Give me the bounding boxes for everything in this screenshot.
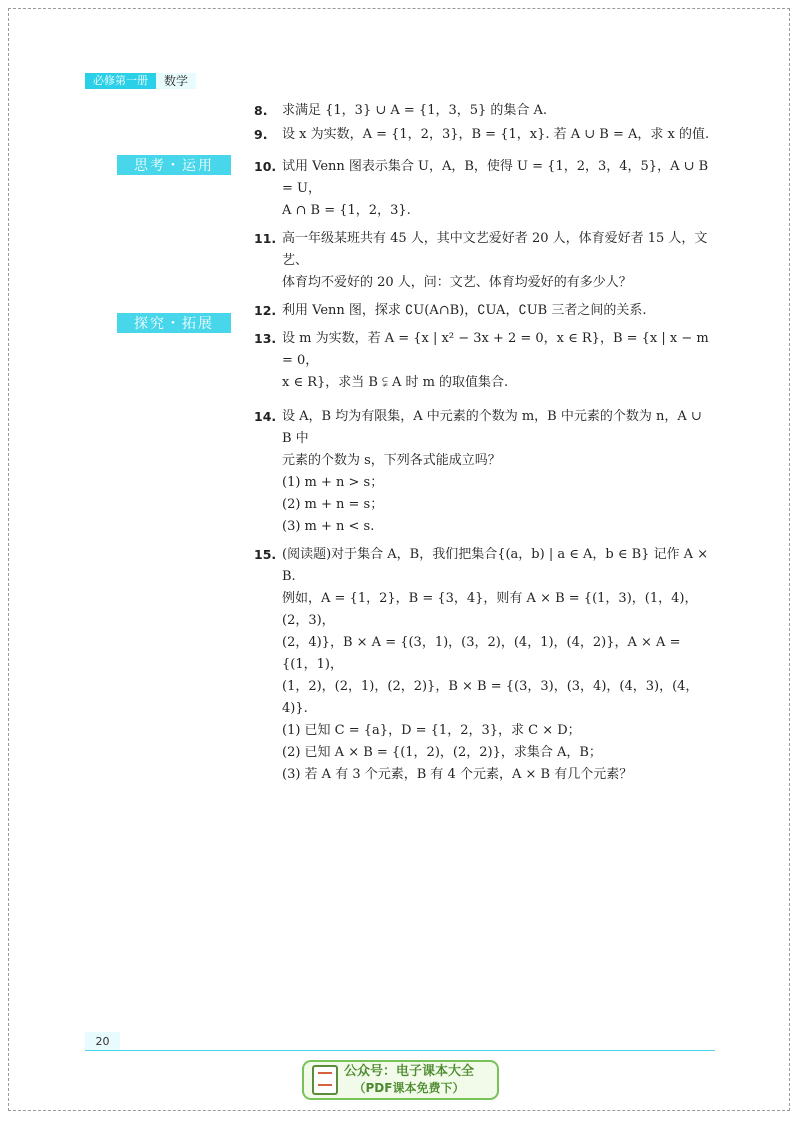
sub-question: (1) 已知 C = {a}，D = {1，2，3}，求 C × D； <box>282 723 581 738</box>
sub-question: (2) m + n = s； <box>282 497 384 512</box>
question-text: 利用 Venn 图，探求 ∁U(A∩B)，∁UA，∁UB 三者之间的关系. <box>282 303 647 318</box>
question-text: 试用 Venn 图表示集合 U，A，B，使得 U = {1，2，3，4，5}，A ∪ B = U， <box>282 159 709 196</box>
section-explore-extend: 探究・拓展 <box>117 313 231 333</box>
page-header <box>85 73 196 89</box>
question-9 <box>254 124 714 146</box>
footer-divider <box>85 1050 715 1051</box>
question-number: 9. <box>254 127 268 142</box>
sub-question: (2) 已知 A × B = {(1，2)，(2，2)}，求集合 A，B； <box>282 745 602 760</box>
question-text: x ∈ R}，求当 B ⫋ A 时 m 的取值集合. <box>282 375 509 390</box>
sub-question: (3) m + n < s. <box>282 519 375 534</box>
question-text: 设 x 为实数，A = {1，2，3}，B = {1，x}. 若 A ∪ B = A，求 x 的值. <box>282 127 710 142</box>
watermark-line1: 公众号：电子课本大全 <box>344 1064 475 1079</box>
question-15 <box>254 544 714 786</box>
question-text: A ∩ B = {1，2，3}. <box>282 203 411 218</box>
question-13 <box>254 328 714 394</box>
question-text: (阅读题)对于集合 A，B，我们把集合{(a，b) | a ∈ A，b ∈ B} 记作 A × B. <box>282 547 709 584</box>
question-text: 例如，A = {1，2}，B = {3，4}，则有 A × B = {(1，3)，(1，4)，(2，3)， <box>282 591 698 628</box>
question-number: 8. <box>254 103 268 118</box>
question-text: 求满足 {1，3} ∪ A = {1，3，5} 的集合 A. <box>282 103 548 118</box>
question-text: 元素的个数为 s，下列各式能成立吗？ <box>282 453 501 468</box>
question-text: 体育均不爱好的 20 人，问：文艺、体育均爱好的有多少人？ <box>282 275 632 290</box>
question-text: (1，2)，(2，1)，(2，2)}，B × B = {(3，3)，(3，4)，(4，3)，(4，4)}. <box>282 679 699 716</box>
watermark-badge <box>302 1060 499 1100</box>
section-think-apply: 思考・运用 <box>117 155 231 175</box>
question-text: 设 m 为实数，若 A = {x | x² − 3x + 2 = 0，x ∈ R}，B = {x | x − m = 0， <box>282 331 709 368</box>
watermark-line2: （PDF课本免费下） <box>353 1081 465 1095</box>
book-icon <box>312 1065 338 1095</box>
question-number: 15. <box>254 547 277 562</box>
question-14 <box>254 406 714 538</box>
subject-title: 数学 <box>156 73 196 89</box>
question-number: 13. <box>254 331 277 346</box>
page-number: 20 <box>85 1032 120 1050</box>
question-text: 高一年级某班共有 45 人，其中文艺爱好者 20 人，体育爱好者 15 人，文艺、 <box>282 231 708 268</box>
question-number: 11. <box>254 231 277 246</box>
book-title: 必修第一册 <box>85 73 156 89</box>
question-text: (2，4)}，B × A = {(3，1)，(3，2)，(4，1)，(4，2)}，A × A = {(1，1)， <box>282 635 681 672</box>
question-11 <box>254 228 714 294</box>
question-8 <box>254 100 714 122</box>
sub-question: (3) 若 A 有 3 个元素，B 有 4 个元素，A × B 有几个元素？ <box>282 767 633 782</box>
question-12 <box>254 300 714 322</box>
question-text: 设 A，B 均为有限集，A 中元素的个数为 m，B 中元素的个数为 n，A ∪ B 中 <box>282 409 702 446</box>
question-10 <box>254 156 714 222</box>
question-number: 12. <box>254 303 277 318</box>
sub-question: (1) m + n > s； <box>282 475 384 490</box>
exercise-list <box>254 100 714 786</box>
question-number: 10. <box>254 159 277 174</box>
question-number: 14. <box>254 409 277 424</box>
